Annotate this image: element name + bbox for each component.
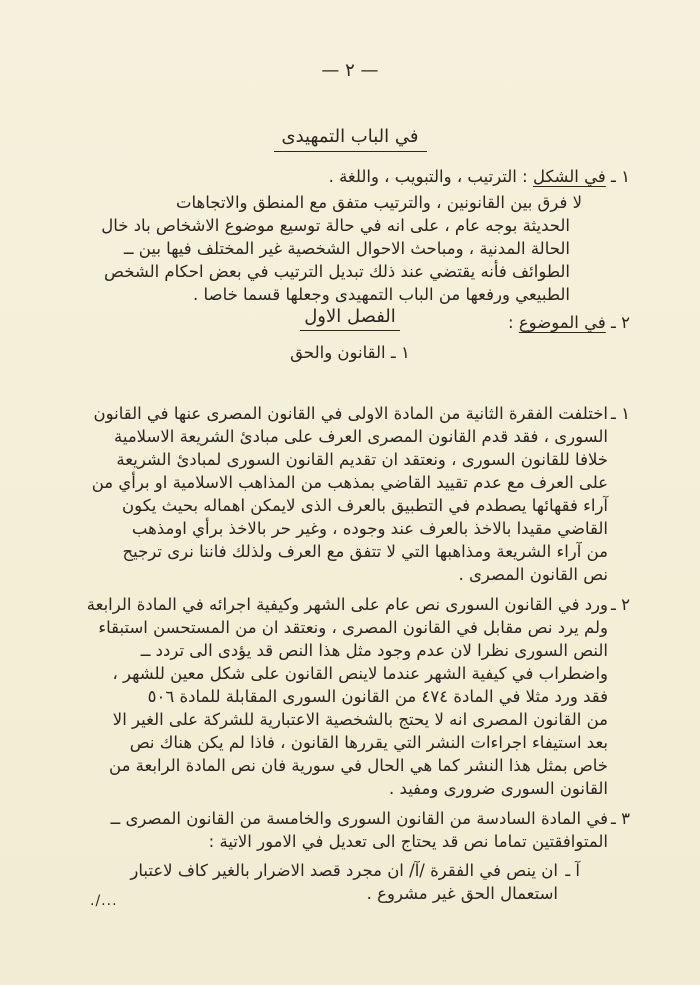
- section-subtitle: ١ ـ القانون والحق: [290, 343, 410, 362]
- subject-heading-number: ٢ ـ: [611, 313, 630, 332]
- form-heading: [329, 166, 630, 188]
- section-title: [0, 306, 700, 327]
- item-line: خاص بمثل هذا النشر كما هي الحال في سورية فان نص المادة الرابعة من: [109, 756, 608, 775]
- item-line: المتوافقتين تماما نص قد يحتاج الى تعديل في الامور الاتية :: [208, 832, 608, 851]
- item-line: ورد في القانون السورى نص عام على الشهر وكيفية اجرائه في المادة الرابعة: [86, 595, 608, 614]
- item-line: فقد ورد مثلا في المادة ٤٧٤ من القانون السورى المقابلة للمادة ٥٠٦: [147, 687, 608, 706]
- item-line: ولم يرد نص مقابل في القانون المصرى ، ونعتقد ان من المستحسن استبقاء: [98, 618, 608, 637]
- subject-heading-label: في الموضوع: [518, 313, 606, 332]
- item-line: على العرف مع عدم تقييد القاضي بمذهب من المذاهب الاسلامية او برأي من: [91, 473, 608, 492]
- item-number: ٣ ـ: [611, 809, 630, 828]
- item-line: بعد استيفاء اجراءات النشر التي يقررها القانون ، فاذا لم يكن هناك نص: [129, 733, 608, 752]
- sub-item-letter: آ ـ: [565, 861, 580, 880]
- item-line: آراء فقهائها يصطدم في التطبيق بالعرف الذى لايمكن اهماله بحيث يكون: [122, 496, 608, 515]
- chapter-title: [0, 126, 700, 147]
- form-heading-label: في الشكل: [532, 167, 606, 186]
- item-line: في المادة السادسة من القانون السورى والخامسة من القانون المصرى ــ: [110, 809, 608, 828]
- form-paragraph-line: الطبيعي ورفعها من الباب التمهيدى وجعلها قسما خاصا .: [193, 285, 570, 304]
- item-line: من آراء الشريعة ومذاهبها التي لا تتفق مع العرف ولذلك فاننا نرى ترجيح: [122, 542, 608, 561]
- form-heading-text: : الترتيب ، والتبويب ، واللغة .: [328, 167, 528, 186]
- page-number: — ٢ —: [321, 60, 379, 81]
- sub-item-line: استعمال الحق غير مشروع .: [366, 884, 558, 903]
- item-number: ٢ ـ: [611, 595, 630, 614]
- sub-item-line: ان ينص في الفقرة /آ/ ان مجرد قصد الاضرار بالغير كاف لاعتبار: [130, 861, 558, 880]
- item-line: واضطراب في كيفية الشهر عندما لاينص القانون على شكل معين للشهر ،: [112, 664, 608, 683]
- form-paragraph-line: الحالة المدنية ، ومباحث الاحوال الشخصية غير المختلف فيها بين ــ: [123, 239, 570, 258]
- item-line: القاضي مقيدا بالاخذ بالعرف عند وجوده ، وغير حر بالاخذ برأي اومذهب: [131, 519, 608, 538]
- item-line: النص السورى نظرا لان عدم وجود مثل هذا النص قد يؤدى الى تردد ــ: [140, 641, 608, 660]
- item-line: خلافا للقانون السورى ، ونعتقد ان تقديم القانون السورى لمبادئ الشريعة: [116, 450, 608, 469]
- item-number: ١ ـ: [611, 404, 630, 423]
- form-paragraph-line: الحديثة بوجه عام ، على انه في حالة توسيع موضوع الاشخاص باد خال: [101, 216, 570, 235]
- continuation-marker: ./...: [90, 893, 118, 909]
- item-line: من القانون المصرى انه لا يحتج بالشخصية الاعتبارية للشركة على الغير الا: [112, 710, 608, 729]
- form-paragraph-line: لا فرق بين القانونين ، والترتيب متفق مع المنطق والاتجاهات: [176, 193, 582, 212]
- item-line: نص القانون المصرى .: [458, 565, 608, 584]
- subject-heading-colon: :: [508, 313, 514, 332]
- chapter-title-text: في الباب التمهيدى: [274, 126, 427, 152]
- item-line: القانون السورى ضرورى ومفيد .: [389, 779, 608, 798]
- item-line: اختلفت الفقرة الثانية من المادة الاولى في القانون المصرى عنها في القانون: [93, 404, 608, 423]
- form-heading-number: ١ ـ: [611, 167, 630, 186]
- section-title-text: الفصل الاول: [300, 306, 400, 331]
- item-line: السورى ، فقد قدم القانون المصرى العرف على مبادئ الشريعة الاسلامية: [114, 427, 608, 446]
- form-paragraph-line: الطوائف فأنه يقتضي عند ذلك تبديل الترتيب في بعض احكام الشخص: [103, 262, 570, 281]
